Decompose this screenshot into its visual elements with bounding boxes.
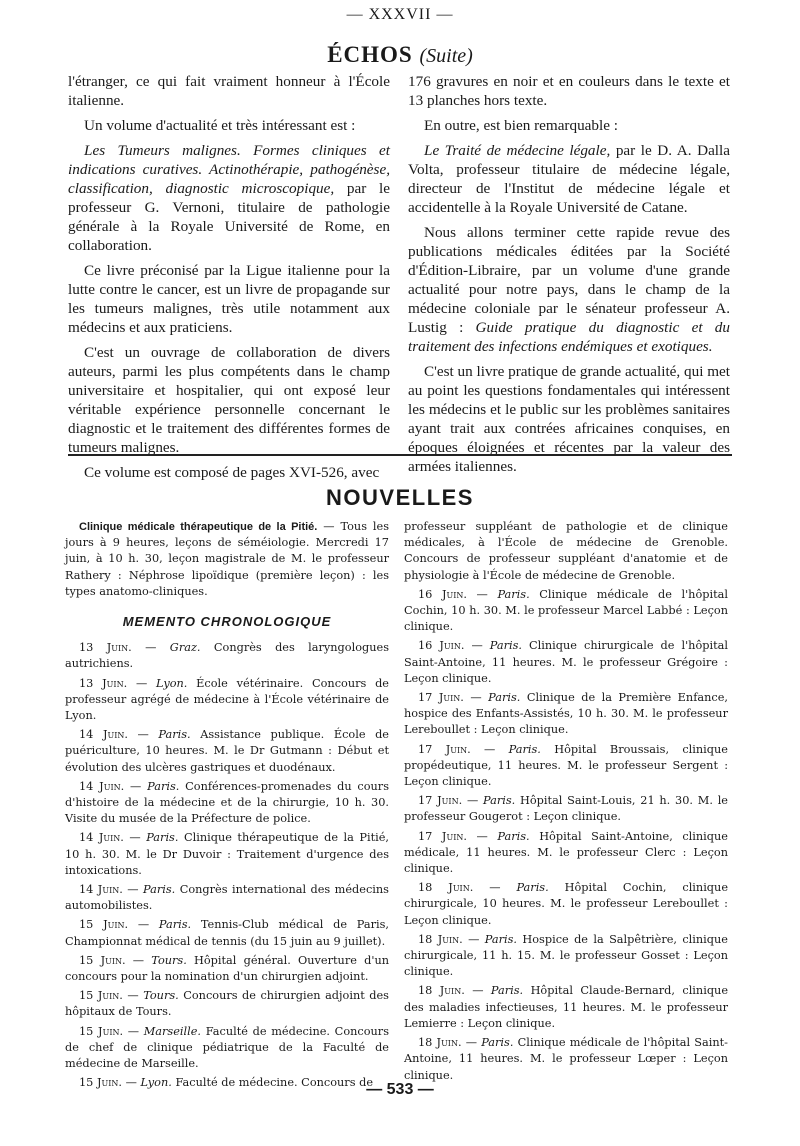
page-folio-top: — XXXVII — [346, 6, 454, 23]
section-title-nouvelles: NOUVELLES [326, 485, 474, 510]
echos-paragraph: l'étranger, ce qui fait vraiment honneur à l'École italienne. [68, 73, 390, 109]
memento-date: 15 Juin. [79, 989, 123, 1003]
memento-place: Paris. [497, 829, 530, 843]
echos-paragraph: Nous allons terminer cette rapide revue des publications médicales éditées par la Société d'Édition-Libraire, par un volume d'une grande actualité pour notre pays, dans le champ de la médecine coloniale par le sénateur professeur A. Lustig : Guide pratique du diagnostic et du traitement des infections endémiques et exotiques. [408, 224, 730, 355]
memento-date: 14 Juin. [79, 831, 124, 845]
memento-date: 14 Juin. [79, 728, 128, 742]
echos-title-text: ÉCHOS [327, 42, 413, 67]
memento-place: Lyon. [156, 676, 188, 690]
memento-text: Clinique thérapeutique de la Pitié, 10 h. 30. M. le Dr Duvoir : Traitement d'urgence des intoxications. [65, 831, 390, 877]
memento-entry: 15 Juin. — Marseille. Faculté de médecine. Concours de chef de clinique pédiatrique de la Faculté de médecine de Marseille. [65, 1024, 389, 1071]
memento-text: Hôpital Claude-Bernard, clinique des maladies infectieuses, 11 heures. M. le professeur Lemierre : Leçon clinique. [404, 984, 729, 1030]
memento-date: 14 Juin. [79, 779, 125, 793]
memento-place: Paris. [143, 883, 176, 897]
memento-entry: 15 Juin. — Paris. Tennis-Club médical de Paris, Championnat médical de tennis (du 15 juin au 9 juillet). [65, 918, 389, 948]
memento-entry: 14 Juin. — Paris. Conférences-promenades du cours d'histoire de la médecine et de la chirurgie, 10 h. 30. Visite du musée de la Préfecture de police. [65, 779, 389, 826]
memento-date: 13 Juin. [79, 676, 128, 690]
memento-entry: 17 Juin. — Paris. Clinique de la Première Enfance, hospice des Enfants-Assistés, 10 h. 30. M. le professeur Lereboullet : Leçon clinique. [404, 691, 728, 737]
memento-place: Graz. [169, 641, 201, 655]
memento-place: Paris. [497, 587, 530, 601]
memento-place: Paris. [481, 1036, 514, 1050]
memento-date: 15 Juin. [79, 918, 129, 932]
echos-paragraph: En outre, est bien remarquable : [424, 117, 618, 134]
memento-text: Clinique chirurgicale de l'hôpital Saint-Antoine, 11 heures. M. le professeur Grégoire : Leçon clinique. [404, 639, 728, 685]
memento-title: MEMENTO CHRONOLOGIQUE [122, 614, 332, 630]
memento-list-right [404, 587, 728, 1084]
memento-entry: 15 Juin. — Tours. Concours de chirurgien adjoint des hôpitaux de Tours. [65, 989, 389, 1019]
memento-entry: 17 Juin. — Paris. Hôpital Broussais, clinique propédeutique, 11 heures. M. le professeur Sergent : Leçon clinique. [404, 742, 728, 789]
memento-text: Clinique de la Première Enfance, hospice des Enfants-Assistés, 10 h. 30. M. le professeur Lereboullet : Leçon clinique. [404, 691, 728, 737]
news-left-column [65, 519, 389, 1095]
memento-entry: 18 Juin. — Paris. Hôpital Claude-Bernard, clinique des maladies infectieuses, 11 heures. M. le professeur Lemierre : Leçon clinique. [404, 984, 729, 1030]
memento-place: Paris. [484, 932, 518, 946]
memento-date: 13 Juin. [79, 641, 132, 655]
echos-paragraph: Les Tumeurs malignes. Formes cliniques et indications curatives. Actinothérapie, pathogénèse, classification, diagnostic microscopique, par le professeur G. Vernoni, titulaire de pathologie générale à la Royale Université de Rome, en collaboration. [68, 142, 390, 254]
memento-place: Paris. [483, 794, 516, 808]
memento-text: Clinique médicale de l'hôpital Cochin, 10 h. 30. M. le professeur Marcel Labbé : Leçon clinique. [404, 587, 728, 634]
memento-date: 15 Juin. [79, 1076, 122, 1090]
news-lead-heading: Clinique médicale thérapeutique de la Pitié. [79, 521, 318, 533]
memento-date: 15 Juin. [79, 953, 126, 967]
memento-place: Tours. [143, 989, 179, 1003]
echos-paragraph: Ce livre préconisé par la Ligue italienne pour la lutte contre le cancer, est un livre de propagande sur les tumeurs malignes, très utile notamment aux médecins et aux praticiens. [68, 262, 390, 336]
section-title-echos [0, 42, 800, 68]
memento-text: Congrès des laryngologues autrichiens. [65, 641, 389, 671]
echos-paragraph: 176 gravures en noir et en couleurs dans le texte et 13 planches hors texte. [408, 73, 730, 109]
memento-entry: 18 Juin. — Paris. Hospice de la Salpêtrière, clinique chirurgicale, 11 h. 15. M. le professeur Gosset : Leçon clinique. [404, 932, 728, 979]
memento-date: 16 Juin. [418, 639, 465, 653]
memento-place: Paris. [490, 984, 524, 998]
memento-entry: 18 Juin. — Paris. Hôpital Cochin, clinique chirurgicale, 10 heures. M. le professeur Lereboullet : Leçon clinique. [404, 881, 729, 927]
echos-left-column [68, 72, 390, 488]
memento-text: Hôpital Cochin, clinique chirurgicale, 10 heures. M. le professeur Lereboullet : Leçon clinique. [404, 881, 729, 927]
memento-text: Tennis-Club médical de Paris, Championnat médical de tennis (du 15 juin au 9 juillet). [65, 918, 389, 948]
memento-place: Paris. [516, 881, 549, 895]
memento-entry: 17 Juin. — Paris. Hôpital Saint-Antoine, clinique médicale, 11 heures. M. le professeur Clerc : Leçon clinique. [404, 829, 728, 876]
news-lead-paragraph [65, 519, 389, 600]
memento-date: 17 Juin. [418, 742, 471, 756]
memento-text: Hôpital Saint-Louis, 21 h. 30. M. le professeur Gougerot : Leçon clinique. [404, 794, 728, 824]
memento-entry: 14 Juin. — Paris. Clinique thérapeutique de la Pitié, 10 h. 30. M. le Dr Duvoir : Traitement d'urgence des intoxications. [65, 831, 390, 877]
memento-entry: 15 Juin. — Tours. Hôpital général. Ouverture d'un concours pour la nomination d'un chirurgien adjoint. [65, 953, 389, 984]
echos-paragraph: C'est un livre pratique de grande actualité, qui met au point les questions fondamentales qui intéressent les médecins et le public sur les problèmes sanitaires ayant trait aux contrées africaines conquises, en époques éloignées et récentes par la valeur des armées italiennes. [408, 363, 730, 475]
memento-text: Hôpital Broussais, clinique propédeutique, 11 heures. M. le professeur Sergent : Leçon clinique. [404, 742, 728, 789]
memento-entry: 17 Juin. — Paris. Hôpital Saint-Louis, 21 h. 30. M. le professeur Gougerot : Leçon clinique. [404, 794, 728, 824]
memento-date: 14 Juin. [79, 883, 123, 897]
memento-place: Paris. [147, 779, 180, 793]
memento-place: Paris. [489, 639, 522, 653]
memento-place: Paris. [508, 742, 541, 756]
memento-date: 18 Juin. [418, 984, 465, 998]
memento-entry: 14 Juin. — Paris. Assistance publique. École de puériculture, 10 heures. M. le Dr Gutmann : Début et évolution des ulcères gastriques et duodénaux. [65, 728, 389, 774]
echos-title-suffix: (Suite) [419, 45, 473, 67]
memento-entry: 13 Juin. — Lyon. École vétérinaire. Concours de professeur agrégé de médecine à l'École vétérinaire de Lyon. [65, 676, 389, 723]
memento-date: 18 Juin. [418, 881, 474, 895]
memento-place: Tours. [151, 953, 187, 967]
news-continuation: professeur suppléant de pathologie et de clinique médicales, à l'École de médecine de Grenoble. Concours de professeur suppléant d'anatomie et de physiologie à l'École de médecine de Grenoble. [404, 520, 728, 582]
memento-place: Paris. [488, 691, 521, 705]
memento-text: Faculté de médecine. Concours de chef de clinique pédiatrique de la Faculté de médecine de Marseille. [65, 1024, 389, 1071]
memento-place: Paris. [158, 728, 191, 742]
echos-paragraph: Ce volume est composé de pages XVI-526, avec [84, 464, 380, 481]
memento-entry: 15 Juin. — Lyon. Faculté de médecine. Concours de [79, 1076, 374, 1090]
memento-date: 18 Juin. [418, 932, 463, 946]
memento-text: Hôpital Saint-Antoine, clinique médicale, 11 heures. M. le professeur Clerc : Leçon clinique. [404, 829, 728, 876]
memento-date: 18 Juin. [418, 1036, 462, 1050]
memento-place: Paris. [146, 831, 179, 845]
memento-place: Lyon. [140, 1076, 172, 1090]
echos-paragraph: C'est un ouvrage de collaboration de divers auteurs, parmi les plus compétents dans le champ universitaire et hospitalier, qui ont exposé leur véritable expérience personnelle concernant le diagnostic et le traitement des différentes formes de tumeurs malignes. [68, 344, 390, 456]
memento-entry: 16 Juin. — Paris. Clinique chirurgicale de l'hôpital Saint-Antoine, 11 heures. M. le professeur Grégoire : Leçon clinique. [404, 639, 728, 685]
memento-date: 17 Juin. [418, 691, 464, 705]
memento-text: Faculté de médecine. Concours de [175, 1076, 374, 1090]
news-right-column [404, 519, 728, 1087]
memento-text: Clinique médicale de l'hôpital Saint-Antoine, 11 heures. M. le professeur Lœper : Leçon clinique. [404, 1036, 728, 1082]
memento-date: 15 Juin. [79, 1024, 124, 1038]
echos-paragraph: Le Traité de médecine légale, par le D. A. Dalla Volta, professeur titulaire de médecine légale, directeur de l'Institut de médecine légale et accidentelle à la Royale Université de Catane. [408, 142, 730, 216]
memento-place: Marseille. [143, 1024, 202, 1038]
memento-date: 17 Juin. [418, 829, 467, 843]
memento-entry: 13 Juin. — Graz. Congrès des laryngologues autrichiens. [65, 641, 389, 671]
section-divider [68, 454, 732, 456]
memento-text: Congrès international des médecins automobilistes. [65, 883, 389, 913]
memento-text: Hôpital général. Ouverture d'un concours pour la nomination d'un chirurgien adjoint. [65, 953, 389, 984]
memento-entry: 16 Juin. — Paris. Clinique médicale de l'hôpital Cochin, 10 h. 30. M. le professeur Marcel Labbé : Leçon clinique. [404, 587, 728, 634]
news-lead-text: — Tous les jours à 9 heures, leçons de séméiologie. Mercredi 17 juin, à 10 h. 30, leçon magistrale de M. le professeur Rathery : Néphrose lipoïdique (première leçon) : les types anatomo-cliniques. [65, 520, 390, 598]
memento-text: Concours de chirurgien adjoint des hôpitaux de Tours. [65, 989, 389, 1019]
memento-list-left [65, 640, 389, 1091]
echos-right-column [408, 72, 730, 482]
memento-text: École vétérinaire. Concours de professeur agrégé de médecine à l'École vétérinaire de Lyon. [65, 676, 389, 723]
memento-text: Hospice de la Salpêtrière, clinique chirurgicale, 11 h. 15. M. le professeur Gosset : Leçon clinique. [404, 932, 728, 979]
memento-date: 17 Juin. [418, 794, 463, 808]
echos-paragraph: Un volume d'actualité et très intéressant est : [84, 117, 356, 134]
memento-entry: 18 Juin. — Paris. Clinique médicale de l'hôpital Saint-Antoine, 11 heures. M. le professeur Lœper : Leçon clinique. [404, 1036, 728, 1082]
memento-date: 16 Juin. [418, 587, 467, 601]
memento-entry: 14 Juin. — Paris. Congrès international des médecins automobilistes. [65, 883, 389, 913]
memento-text: Conférences-promenades du cours d'histoire de la médecine et de la chirurgie, 10 h. 30. Visite du musée de la Préfecture de police. [65, 779, 389, 826]
page-number: — 533 — [366, 1081, 434, 1098]
memento-text: Assistance publique. École de puériculture, 10 heures. M. le Dr Gutmann : Début et évolution des ulcères gastriques et duodénaux. [65, 728, 389, 774]
memento-place: Paris. [158, 918, 192, 932]
